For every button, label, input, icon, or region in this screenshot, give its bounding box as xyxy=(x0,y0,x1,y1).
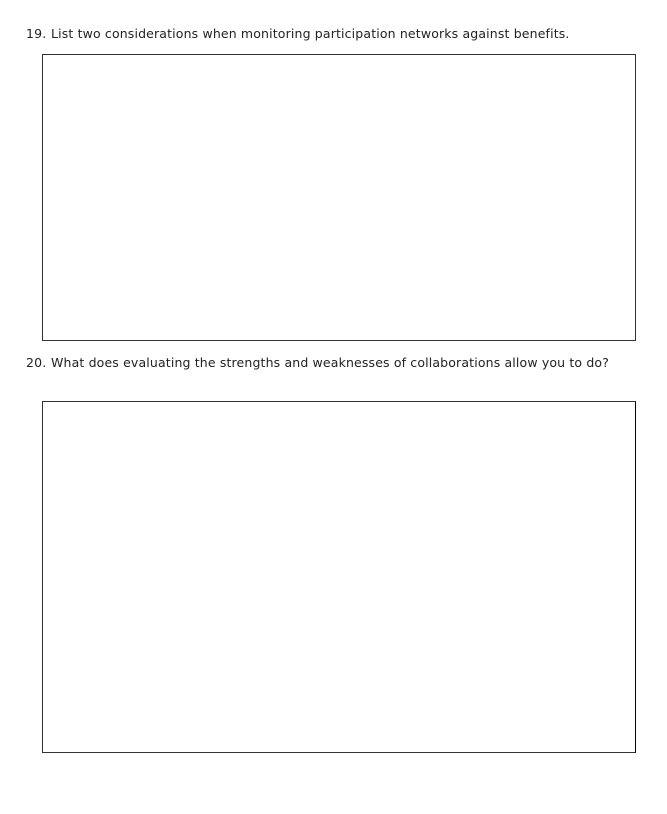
question-number: 20. xyxy=(26,355,47,370)
question-text: What does evaluating the strengths and weaknesses of collaborations allow you to do? xyxy=(51,355,610,370)
answer-box-19[interactable] xyxy=(42,54,636,341)
question-20 xyxy=(26,353,626,373)
question-text: List two considerations when monitoring participation networks against benefits. xyxy=(51,26,570,41)
answer-box-20[interactable] xyxy=(42,401,636,753)
question-19 xyxy=(26,24,626,44)
question-number: 19. xyxy=(26,26,47,41)
